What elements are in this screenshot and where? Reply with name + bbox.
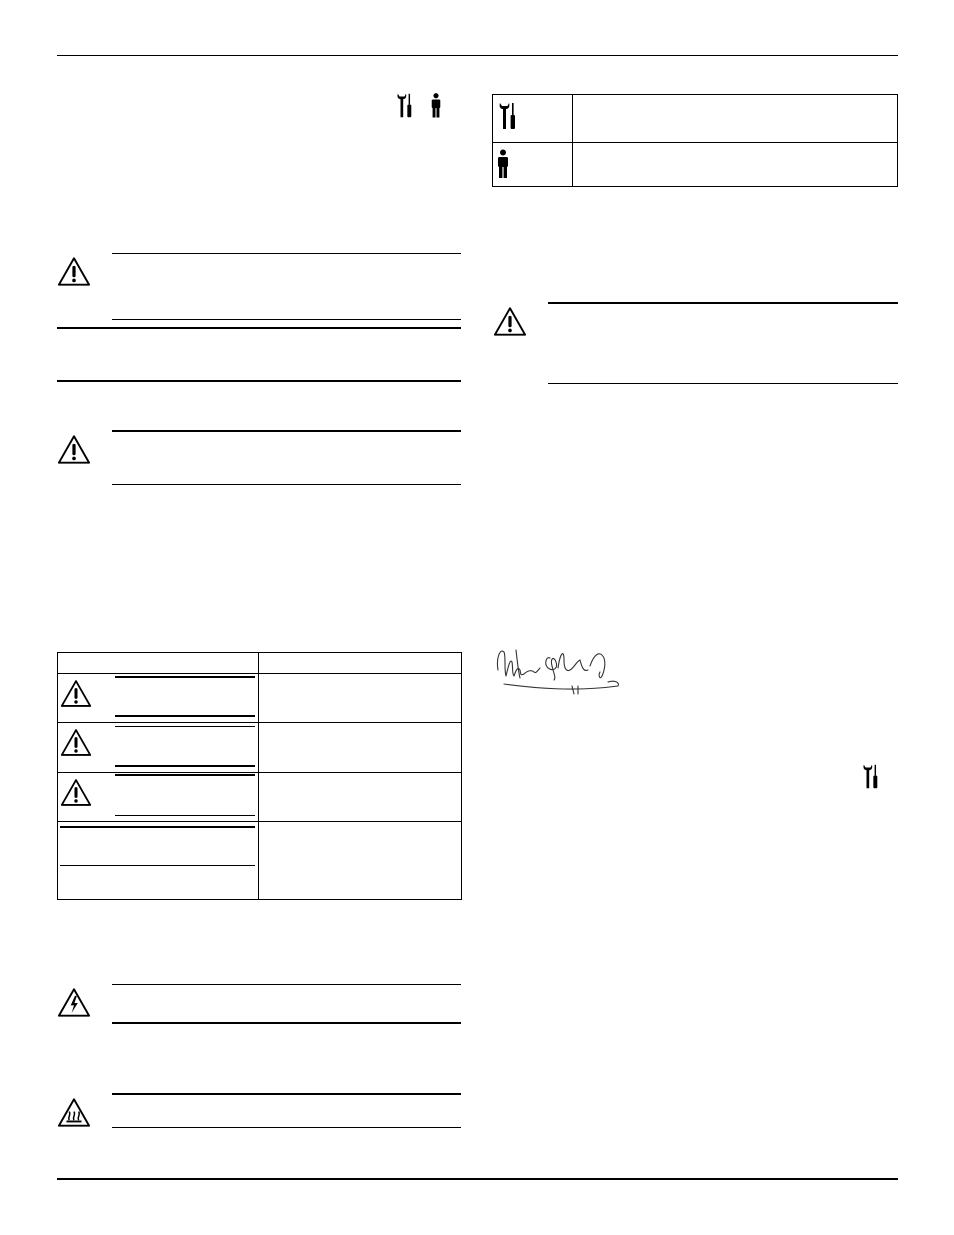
hazard-table-header-rule: [57, 673, 462, 674]
warning-triangle-icon: [493, 306, 527, 337]
warning-block-bottom-rule: [112, 484, 461, 485]
person-icon: [496, 148, 510, 180]
hot-block-bottom-rule: [112, 1127, 461, 1128]
hazard-row-sample-rule: [115, 676, 255, 678]
hazard-row-note-rule: [60, 826, 255, 828]
warning-block-top-rule: [548, 302, 898, 304]
hot-surface-icon: [57, 1097, 91, 1128]
warning-triangle-icon: [60, 679, 92, 708]
hazard-table-divider: [258, 652, 259, 900]
hot-block-top-rule: [112, 1093, 461, 1095]
hazard-table: [57, 652, 462, 900]
hazard-table-row-rule: [57, 772, 462, 773]
tools-icon: [396, 92, 414, 119]
page-top-rule: [57, 55, 898, 56]
page-bottom-rule: [57, 1178, 898, 1180]
warning-triangle-icon: [57, 256, 91, 287]
electric-shock-icon: [57, 987, 91, 1018]
tools-icon: [862, 763, 880, 790]
person-icon: [430, 92, 442, 119]
warning-triangle-icon: [60, 778, 92, 807]
legend-table-divider: [572, 94, 573, 187]
warning-block-bottom-rule: [548, 383, 898, 384]
hazard-row-sample-rule: [115, 765, 255, 767]
note-block-bottom-rule: [57, 380, 461, 382]
warning-triangle-icon: [57, 434, 91, 465]
hazard-row-sample-rule: [115, 815, 255, 816]
warning-block-bottom-rule: [112, 319, 461, 320]
hazard-row-sample-rule: [115, 726, 255, 727]
hazard-table-row-rule: [57, 821, 462, 822]
legend-table-row-rule: [492, 142, 898, 143]
warning-block-top-rule: [112, 430, 461, 432]
signature: [494, 640, 624, 707]
electric-block-bottom-rule: [112, 1022, 461, 1024]
hazard-row-sample-rule: [115, 774, 255, 776]
hazard-table-row-rule: [57, 722, 462, 723]
electric-block-top-rule: [112, 984, 461, 985]
tools-icon: [498, 101, 518, 131]
warning-triangle-icon: [60, 728, 92, 757]
note-block-top-rule: [57, 327, 461, 329]
hazard-row-sample-rule: [115, 715, 255, 717]
legend-table: [492, 94, 898, 187]
hazard-row-note-rule: [60, 865, 255, 866]
warning-block-top-rule: [112, 253, 461, 254]
